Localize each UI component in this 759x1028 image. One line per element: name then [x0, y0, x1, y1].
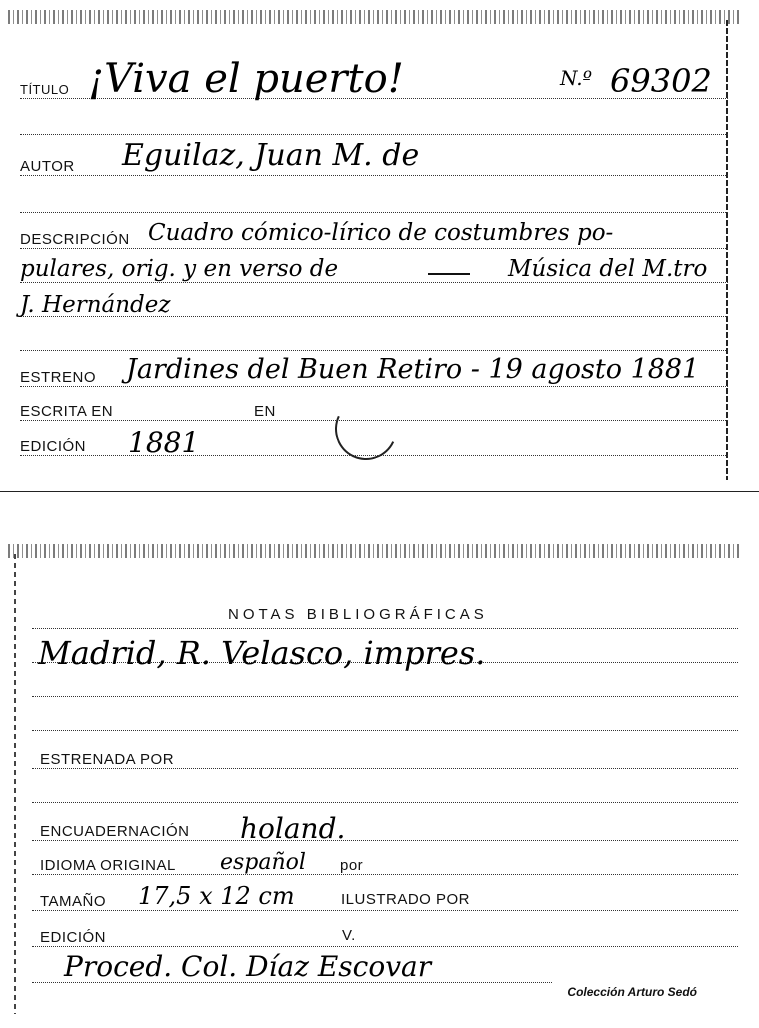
tamano-label: TAMAÑO	[40, 893, 107, 910]
notas-value: Madrid, R. Velasco, impres.	[38, 634, 486, 672]
rule-idioma	[32, 874, 738, 875]
tamano-value: 17,5 x 12 cm	[138, 882, 295, 910]
rule-tamano	[32, 910, 738, 911]
en-label: EN	[254, 403, 276, 420]
descripcion-line3: J. Hernández	[20, 292, 171, 318]
ilustrado-label: ILUSTRADO POR	[341, 891, 471, 908]
edicion-label-back: EDICIÓN	[40, 929, 107, 946]
number-value: 69302	[610, 62, 712, 100]
catalog-card-back	[8, 544, 742, 1014]
card-top-edge	[8, 10, 742, 24]
estreno-value: Jardines del Buen Retiro - 19 agosto 1881	[126, 354, 700, 385]
autor-label: AUTOR	[20, 158, 75, 175]
autor-value: Eguilaz, Juan M. de	[122, 138, 420, 173]
card-left-edge	[14, 554, 16, 1014]
proced-value: Proced. Col. Díaz Escovar	[64, 950, 432, 983]
rule-3	[20, 350, 728, 351]
card-top-edge-back	[8, 544, 742, 558]
rule-b4	[32, 802, 738, 803]
descripcion-dash	[428, 273, 470, 275]
escrita-label: ESCRITA EN	[20, 403, 114, 420]
estreno-label: ESTRENO	[20, 369, 97, 386]
encuadernacion-value: holand.	[240, 812, 346, 845]
descripcion-line2: pulares, orig. y en verso de	[20, 256, 339, 282]
encuadernacion-label: ENCUADERNACIÓN	[40, 823, 190, 840]
rule-autor	[20, 175, 728, 176]
rule-2	[20, 212, 728, 213]
card-right-edge	[726, 20, 728, 480]
rule-encuadernacion	[32, 840, 738, 841]
descripcion-label: DESCRIPCIÓN	[20, 231, 130, 248]
titulo-value: ¡Viva el puerto!	[88, 56, 404, 102]
ink-stamp-mark	[326, 389, 405, 468]
rule-desc-2	[20, 282, 728, 283]
number-prefix: N.º	[560, 66, 592, 90]
titulo-label: TÍTULO	[20, 82, 70, 97]
v-label: V.	[342, 927, 356, 944]
rule-descripcion	[20, 248, 728, 249]
rule-1	[20, 134, 728, 135]
card-separator-line	[0, 491, 759, 492]
rule-estrenada	[32, 768, 738, 769]
rule-b2	[32, 696, 738, 697]
estrenada-label: ESTRENADA POR	[40, 751, 175, 768]
descripcion-line1: Cuadro cómico-lírico de costumbres po-	[148, 220, 614, 246]
por-label: por	[340, 857, 364, 874]
edicion-label: EDICIÓN	[20, 438, 87, 455]
notas-title: NOTAS BIBLIOGRÁFICAS	[228, 606, 488, 623]
idioma-label: IDIOMA ORIGINAL	[40, 857, 176, 874]
rule-b3	[32, 730, 738, 731]
collection-label: Colección Arturo Sedó	[567, 985, 697, 999]
rule-notas	[32, 628, 738, 629]
rule-estreno	[20, 386, 728, 387]
rule-edicion-b	[32, 946, 738, 947]
descripcion-line2b: Música del M.tro	[508, 256, 708, 282]
edicion-value: 1881	[128, 426, 200, 459]
catalog-card-front	[8, 10, 742, 480]
idioma-value: español	[220, 850, 306, 875]
